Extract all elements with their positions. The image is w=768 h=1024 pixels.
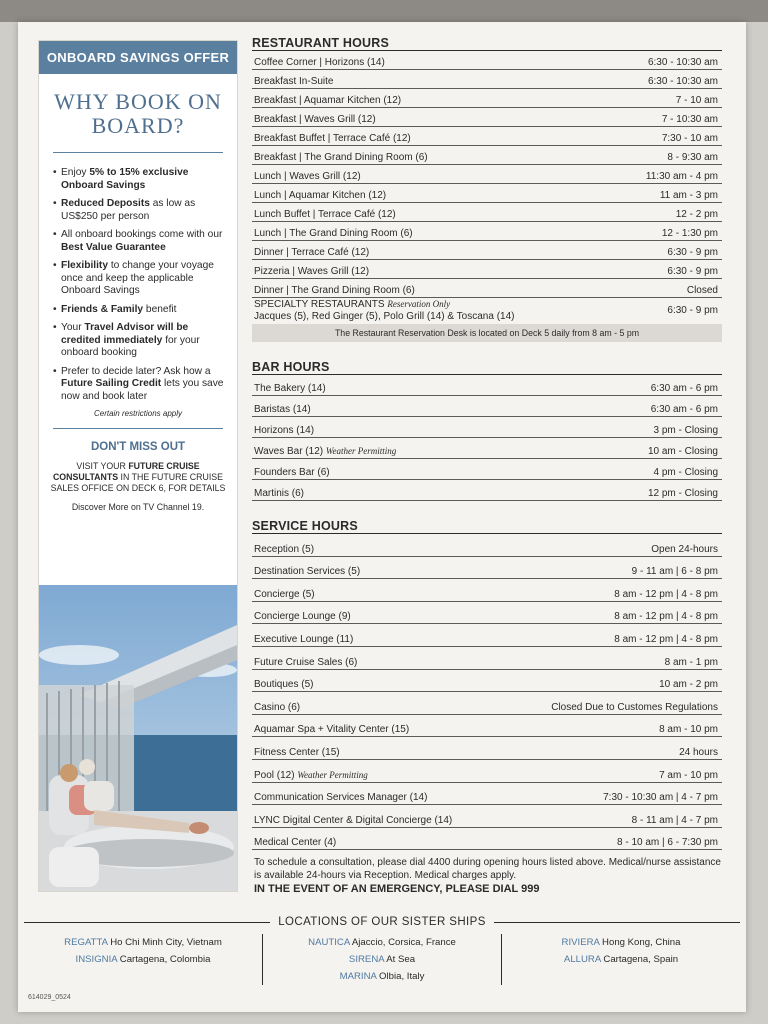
service-name: Medical Center (4) — [254, 837, 337, 849]
specialty-restaurants-cell — [252, 298, 514, 323]
service-name-cell — [252, 815, 452, 827]
restaurant-time: 12 - 1:30 pm — [661, 228, 718, 239]
service-name: Fitness Center (15) — [254, 746, 340, 758]
restaurant-time: 7:30 - 10 am — [661, 133, 718, 144]
restaurant-name-cell — [252, 190, 386, 202]
ship-location — [502, 951, 740, 968]
restaurant-row — [252, 279, 722, 298]
service-name: Aquamar Spa + Vitality Center (15) — [254, 724, 410, 736]
ship-place: Cartagena, Colombia — [117, 954, 211, 965]
service-name-cell — [252, 611, 351, 623]
service-row — [252, 828, 722, 851]
service-time: Open 24-hours — [651, 543, 718, 555]
restaurant-name: Breakfast In-Suite — [254, 76, 334, 87]
restaurant-name: Breakfast | The Grand Dining Room (6) — [254, 152, 428, 163]
service-time: 8 am - 10 pm — [659, 724, 718, 736]
service-name-cell — [252, 769, 368, 782]
benefit-item — [53, 198, 225, 223]
divider — [53, 428, 223, 429]
restaurant-name: Lunch | Waves Grill (12) — [254, 171, 361, 182]
service-name: Concierge Lounge (9) — [254, 611, 351, 623]
ship-location — [502, 934, 740, 951]
document-code: 614029_0524 — [28, 994, 71, 1001]
service-row — [252, 737, 722, 760]
benefit-bold: Reduced Deposits — [61, 198, 150, 209]
restaurant-hours-title: RESTAURANT HOURS — [252, 36, 389, 50]
service-time: 8 am - 12 pm | 4 - 8 pm — [614, 611, 718, 623]
specialty-time: 6:30 - 9 pm — [667, 304, 718, 316]
restaurant-row — [252, 203, 722, 222]
benefit-text: to change your voyage once and keep the applicable Onboard Savings — [61, 260, 214, 296]
why-book-title: WHY BOOK ON BOARD? — [54, 89, 222, 138]
restaurant-name: Lunch | Aquamar Kitchen (12) — [254, 190, 387, 201]
restaurant-row — [252, 184, 722, 203]
bar-time: 6:30 am - 6 pm — [650, 383, 718, 394]
restaurant-name-cell — [252, 209, 396, 221]
restaurant-name-cell — [252, 57, 385, 69]
restaurant-name: Dinner | Terrace Café (12) — [254, 247, 370, 258]
ship-location — [263, 951, 501, 968]
service-time: 8 - 11 am | 4 - 7 pm — [631, 814, 718, 826]
restaurant-name-cell — [252, 114, 376, 126]
specialty-note: Reservation Only — [387, 299, 451, 309]
service-name-cell — [252, 634, 353, 646]
benefit-bold: Future Sailing Credit — [61, 378, 162, 389]
weather-note: Weather Permitting — [297, 769, 368, 780]
restaurant-name-cell — [252, 76, 333, 88]
restaurant-time: Closed — [686, 285, 718, 296]
benefit-text: Enjoy — [61, 167, 90, 178]
service-time: Closed Due to Customes Regulations — [551, 701, 718, 713]
service-row — [252, 805, 722, 828]
service-name-cell — [252, 702, 300, 714]
specialty-restaurants-row — [252, 298, 722, 323]
service-time: 7:30 - 10:30 am | 4 - 7 pm — [603, 792, 718, 804]
bar-name-cell — [252, 467, 330, 479]
reservation-desk-note: The Restaurant Reservation Desk is located on Deck 5 daily from 8 am - 5 pm — [252, 324, 722, 342]
service-row — [252, 557, 722, 580]
bar-name: Baristas (14) — [254, 404, 311, 415]
ship-name: MARINA — [339, 971, 377, 982]
visit-bold: FUTURE CRUISE CONSULTANTS — [52, 461, 200, 482]
restaurant-time: 7 - 10:30 am — [661, 114, 718, 125]
divider — [494, 922, 740, 923]
ship-name: NAUTICA — [308, 937, 350, 948]
service-name-cell — [252, 679, 313, 691]
service-time: 9 - 11 am | 6 - 8 pm — [631, 566, 718, 578]
offer-title: ONBOARD SAVINGS OFFER — [39, 41, 237, 74]
service-row — [252, 534, 722, 557]
service-row — [252, 715, 722, 738]
benefit-bold: Best Value Guarantee — [61, 241, 166, 253]
bar-row — [252, 480, 722, 501]
service-hours-table — [252, 533, 722, 850]
restaurant-time: 8 - 9:30 am — [667, 152, 718, 163]
ship-location — [24, 951, 262, 968]
service-row — [252, 670, 722, 693]
ship-name: ALLURA — [563, 954, 601, 965]
sister-ships-title: LOCATIONS OF OUR SISTER SHIPS — [278, 916, 486, 928]
restaurant-row — [252, 89, 722, 108]
specialty-label: SPECIALTY RESTAURANTS — [254, 299, 385, 310]
ship-place: Ajaccio, Corsica, France — [349, 937, 456, 948]
medical-consultation-note: To schedule a consultation, please dial 4400 during opening hours listed above. Medical/nurse assistance is available 24-hours via Reception. Medical charges apply. — [254, 857, 721, 882]
service-row — [252, 760, 722, 783]
service-name: Concierge (5) — [254, 588, 315, 600]
balcony-illustration — [39, 585, 237, 891]
restaurant-name: Pizzeria | Waves Grill (12) — [254, 266, 370, 277]
specialty-list: Jacques (5), Red Ginger (5), Polo Grill (14) & Toscana (14) — [254, 311, 515, 322]
restaurant-name: Breakfast | Waves Grill (12) — [254, 114, 376, 125]
bar-time: 4 pm - Closing — [653, 467, 718, 478]
benefit-text: benefit — [143, 303, 177, 315]
service-time: 8 - 10 am | 6 - 7:30 pm — [617, 837, 718, 849]
service-hours-title: SERVICE HOURS — [252, 519, 358, 533]
benefit-bold: Flexibility — [61, 260, 108, 271]
restaurant-name-cell — [252, 152, 428, 164]
bar-name: Founders Bar (6) — [254, 467, 330, 478]
emergency-note: IN THE EVENT OF AN EMERGENCY, PLEASE DIAL 999 — [254, 883, 540, 896]
restaurant-time: 6:30 - 10:30 am — [647, 76, 718, 87]
restaurant-name-cell — [252, 228, 413, 240]
bar-row — [252, 417, 722, 438]
bar-name-cell — [252, 488, 304, 500]
ship-column — [501, 934, 740, 985]
ship-name: REGATTA — [64, 937, 108, 948]
benefit-item — [53, 322, 225, 360]
restaurant-name-cell — [252, 171, 361, 183]
service-name: Future Cruise Sales (6) — [254, 656, 358, 668]
service-time: 8 am - 1 pm — [664, 656, 718, 668]
ship-location — [24, 934, 262, 951]
restaurant-time: 11 am - 3 pm — [659, 190, 718, 201]
benefit-text: as low as US$250 per person — [61, 198, 196, 222]
ship-place: Olbia, Italy — [376, 971, 425, 982]
restaurant-time: 6:30 - 10:30 am — [647, 57, 718, 68]
service-name: Pool (12) — [254, 769, 298, 781]
restaurant-row — [252, 146, 722, 165]
restaurant-row — [252, 51, 722, 70]
dont-miss-out-heading: DON'T MISS OUT — [90, 441, 186, 453]
ship-name: INSIGNIA — [75, 954, 118, 965]
onboard-savings-panel — [38, 40, 238, 892]
service-time: 7 am - 10 pm — [659, 769, 718, 781]
couple-on-balcony-photo — [39, 585, 237, 891]
restaurant-time: 12 - 2 pm — [675, 209, 718, 220]
restaurant-name-cell — [252, 266, 369, 278]
bar-hours-title: BAR HOURS — [252, 360, 330, 374]
background-top — [0, 0, 768, 22]
restaurant-time: 6:30 - 9 pm — [667, 247, 718, 258]
service-name: Executive Lounge (11) — [254, 633, 354, 645]
ship-column — [24, 934, 262, 985]
divider — [24, 922, 270, 923]
ship-name: SIRENA — [348, 954, 385, 965]
service-name: Reception (5) — [254, 543, 315, 555]
restaurant-time: 11:30 am - 4 pm — [645, 171, 718, 182]
bar-time: 10 am - Closing — [647, 446, 718, 457]
visit-prefix: VISIT YOUR — [76, 461, 129, 471]
service-time: 10 am - 2 pm — [659, 679, 718, 691]
service-name-cell — [252, 589, 315, 601]
visit-consultants-text — [39, 461, 237, 494]
service-row — [252, 783, 722, 806]
ship-place: Ho Chi Minh City, Vietnam — [107, 937, 222, 948]
restaurant-name-cell — [252, 95, 401, 107]
benefit-bold: 5% to 15% exclusive Onboard Savings — [61, 167, 189, 191]
bar-name: Horizons (14) — [254, 425, 315, 436]
bar-name: Martinis (6) — [254, 488, 305, 499]
service-name-cell — [252, 724, 409, 736]
service-name: Destination Services (5) — [254, 566, 361, 578]
service-row — [252, 602, 722, 625]
tv-channel-note: Discover More on TV Channel 19. — [71, 502, 205, 512]
benefit-item — [53, 229, 225, 254]
service-time: 8 am - 12 pm | 4 - 8 pm — [614, 588, 718, 600]
bar-time: 12 pm - Closing — [647, 488, 718, 499]
service-row — [252, 692, 722, 715]
sister-ships-list — [24, 934, 740, 985]
restaurant-name: Lunch | The Grand Dining Room (6) — [254, 228, 413, 239]
service-name: LYNC Digital Center & Digital Concierge (14) — [254, 814, 453, 826]
ship-place: At Sea — [384, 954, 416, 965]
ship-place: Hong Kong, China — [599, 937, 681, 948]
benefit-tail: for your onboard booking — [61, 334, 200, 358]
restaurant-row — [252, 127, 722, 146]
bar-time: 6:30 am - 6 pm — [650, 404, 718, 415]
benefit-bold: Travel Advisor will be credited immediately — [61, 322, 189, 346]
restaurant-time: 7 - 10 am — [675, 95, 718, 106]
restaurant-row — [252, 70, 722, 89]
bar-row — [252, 396, 722, 417]
bar-row — [252, 438, 722, 459]
restaurant-row — [252, 260, 722, 279]
benefit-item — [53, 366, 225, 404]
bar-hours-table — [252, 374, 722, 501]
bar-time: 3 pm - Closing — [653, 425, 718, 436]
benefit-bold: Friends & Family — [61, 303, 144, 315]
restaurant-name-cell — [252, 285, 415, 297]
ship-location — [263, 968, 501, 985]
benefits-list — [39, 153, 237, 403]
service-name: Boutiques (5) — [254, 679, 314, 691]
service-name-cell — [252, 747, 340, 759]
restaurant-hours-table — [252, 50, 722, 298]
benefit-text: Your — [61, 322, 85, 333]
service-name-cell — [252, 657, 357, 669]
service-row — [252, 579, 722, 602]
bar-name: The Bakery (14) — [254, 383, 326, 394]
service-name-cell — [252, 544, 314, 556]
restaurant-name-cell — [252, 133, 411, 145]
restaurant-name: Dinner | The Grand Dining Room (6) — [254, 285, 415, 296]
restaurant-name: Lunch Buffet | Terrace Café (12) — [254, 209, 396, 220]
ship-name: RIVIERA — [561, 937, 600, 948]
bar-row — [252, 459, 722, 480]
ship-place: Cartagena, Spain — [600, 954, 679, 965]
benefit-text: Prefer to decide later? Ask how a — [61, 365, 211, 377]
service-time: 8 am - 12 pm | 4 - 8 pm — [614, 633, 718, 645]
restrictions-note: Certain restrictions apply — [93, 409, 183, 418]
restaurant-name: Breakfast | Aquamar Kitchen (12) — [254, 95, 402, 106]
benefit-item — [53, 304, 225, 317]
service-name-cell — [252, 792, 427, 804]
restaurant-row — [252, 165, 722, 184]
benefit-tail: lets you save now and book later — [61, 378, 224, 402]
bar-name-cell — [252, 404, 311, 416]
bar-name-cell — [252, 445, 396, 458]
benefit-item — [53, 167, 225, 192]
service-row — [252, 647, 722, 670]
service-time: 24 hours — [679, 746, 718, 758]
ship-column — [262, 934, 501, 985]
service-name-cell — [252, 837, 336, 849]
bar-name-cell — [252, 425, 314, 437]
hours-column — [252, 36, 722, 895]
restaurant-name: Breakfast Buffet | Terrace Café (12) — [254, 133, 411, 144]
restaurant-name-cell — [252, 247, 369, 259]
benefit-item — [53, 260, 225, 298]
restaurant-row — [252, 222, 722, 241]
service-row — [252, 624, 722, 647]
weather-note: Weather Permitting — [325, 446, 397, 456]
benefit-text: All onboard bookings come with our — [61, 229, 223, 240]
sister-ships-footer — [24, 916, 740, 985]
restaurant-row — [252, 108, 722, 127]
bar-name-cell — [252, 383, 326, 395]
ship-location — [263, 934, 501, 951]
bar-row — [252, 375, 722, 396]
service-name: Casino (6) — [254, 701, 301, 713]
restaurant-row — [252, 241, 722, 260]
service-name: Communication Services Manager (14) — [254, 792, 428, 804]
restaurant-time: 6:30 - 9 pm — [667, 266, 718, 277]
service-name-cell — [252, 566, 360, 578]
restaurant-name: Coffee Corner | Horizons (14) — [254, 57, 385, 68]
bar-name: Waves Bar (12) — [254, 446, 326, 457]
footer-title-row — [24, 916, 740, 928]
visit-rest: IN THE FUTURE CRUISE SALES OFFICE ON DECK 6, FOR DETAILS — [50, 472, 226, 493]
